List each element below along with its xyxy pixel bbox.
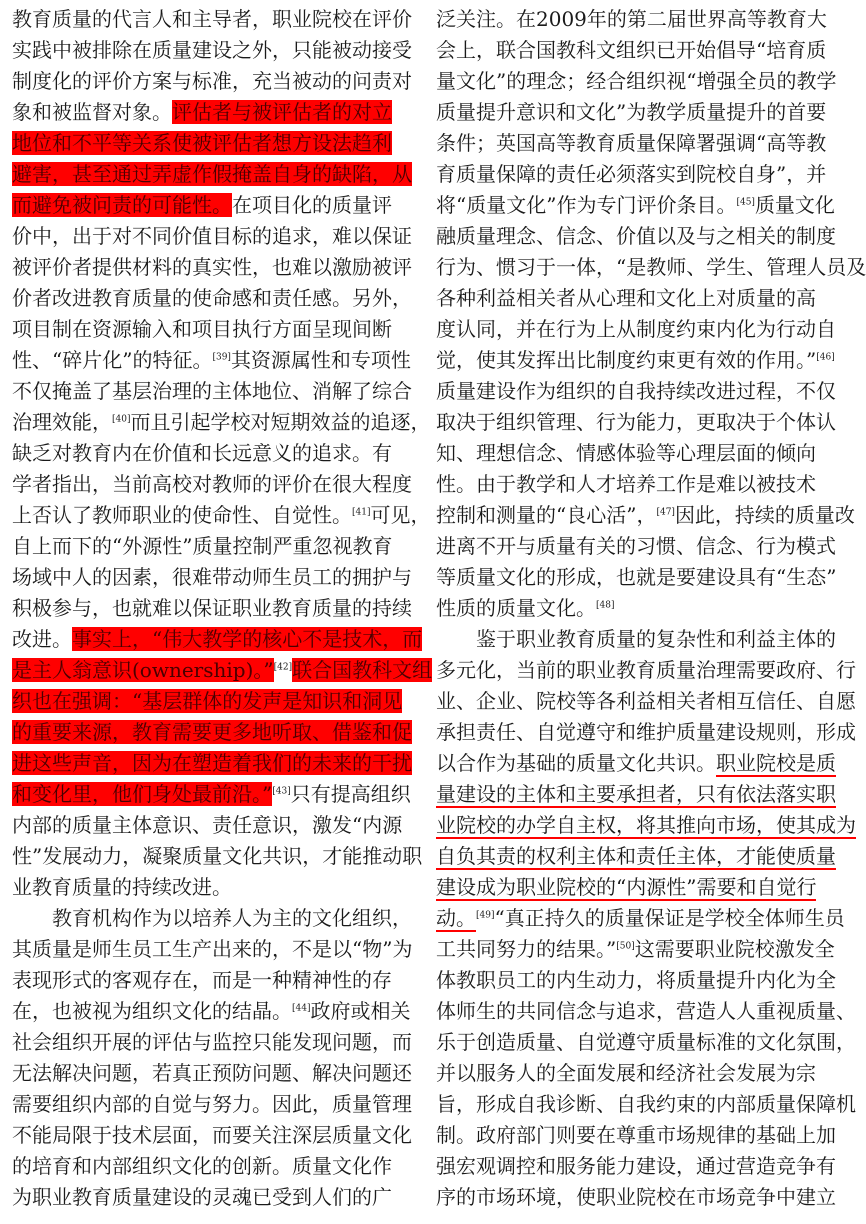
body-text: 并以服务人的全面发展和经济社会发展为宗 [436,1061,816,1085]
text-line [12,221,412,252]
body-text: 体教职员工的内生动力，将质量提升内化为全 [436,968,836,992]
text-line [436,593,836,624]
text-line [436,500,855,531]
body-text: 学者指出，当前高校对教师的评价在很大程度 [12,472,412,496]
highlighted-text: 而避免被问责的可能性。 [12,193,232,217]
body-text: 乐于创造质量、自觉遵守质量标准的文化氛围， [436,1030,856,1054]
body-text: 量文化”的理念；经合组织视“增强全员的教学 [436,69,837,93]
underlined-text: 动。 [436,906,476,930]
text-line [436,159,836,190]
highlighted-text: 是主人翁意识(ownership)。” [12,658,274,682]
citation-ref: [39] [212,352,231,363]
body-text: 旨，形成自我诊断、自我约束的内部质量保障机 [436,1092,856,1116]
text-line [436,1089,856,1120]
body-text: 育质量保障的责任必须落实到院校自身”，并 [436,162,827,186]
text-line [12,35,412,66]
text-line [436,965,836,996]
citation-ref: [48] [596,600,615,611]
text-line [436,66,836,97]
text-line [12,841,423,872]
text-line [12,407,431,438]
body-text: 项目制在资源输入和项目执行方面呈现间断 [12,317,392,341]
body-text: 业教育质量的持续改进。 [12,875,232,899]
body-text: 上否认了教师职业的使命性、自觉性。 [12,503,352,527]
text-line [436,531,836,562]
text-line [12,283,412,314]
body-text: 价中，出于对不同价值目标的追求，难以保证 [12,224,412,248]
citation-ref: [45] [736,197,755,208]
highlighted-text: 联合国教科文组 [292,658,433,682]
text-line [436,717,856,748]
text-line [436,345,836,376]
text-line [436,190,836,221]
text-line [436,376,836,407]
body-text: 改进。 [12,627,72,651]
body-text: 治理效能， [12,410,112,434]
body-text: 被评价者提供材料的真实性，也难以激励被评 [12,255,412,279]
body-text: 价者改进教育质量的使命感和责任感。另外， [12,286,412,310]
text-line [12,190,412,221]
body-text: 其质量是师生员工生产出来的，不是以“物”为 [12,937,413,961]
text-line [436,624,836,655]
body-text: 场域中人的因素，很难带动师生员工的拥护与 [12,565,412,589]
text-line [12,128,412,159]
body-text: “真正持久的质量保证是学校全体师生员 [494,906,845,930]
body-text: 在，也被视为组织文化的结晶。 [12,999,292,1023]
body-text: 而且引起学校对短期效益的追逐， [130,410,431,434]
highlighted-text: 事实上，“伟大教学的核心不是技术，而 [72,627,423,651]
text-line [436,934,836,965]
body-text: 各种利益相关者从心理和文化上对质量的高 [436,286,816,310]
text-line [436,686,856,717]
text-line [436,996,856,1027]
body-text: 质量建设作为组织的自我持续改进过程，不仅 [436,379,836,403]
text-line [436,35,836,66]
body-text: 以合作为基础的质量文化共识。 [436,751,716,775]
left-column [12,4,433,1224]
body-text: 取决于组织管理、行为能力，更取决于个体认 [436,410,836,434]
body-text: 为职业教育质量建设的灵魂已受到人们的广 [12,1185,392,1209]
text-line [12,717,412,748]
underlined-text: 业院校的办学自主权，将其推向市场，使其成为 [436,813,856,837]
text-line [436,469,836,500]
body-text: 性。由于教学和人才培养工作是难以被技术 [436,472,816,496]
body-text: 政府或相关 [310,999,411,1023]
body-text: 觉，使其发挥出比制度约束更有效的作用。” [436,348,817,372]
body-text: 可见， [370,503,431,527]
body-text: 会上，联合国教科文组织已开始倡导“培育质 [436,38,827,62]
body-text: 在项目化的质量评 [232,193,392,217]
text-line [436,562,836,593]
body-text: 不能局限于技术层面，而要关注深层质量文化 [12,1123,412,1147]
text-line [436,97,836,128]
text-line [12,531,412,562]
text-line [436,903,845,934]
underlined-text: 自负其责的权利主体和责任主体，才能使质量 [436,844,836,868]
body-text: 因此，持续的质量改 [674,503,855,527]
text-line [12,593,412,624]
body-text: 教育机构作为以培养人为主的文化组织， [52,906,412,930]
text-line [436,1058,836,1089]
highlighted-text: 地位和不平等关系使被评估者想方设法趋利 [12,131,392,155]
text-line [12,810,412,841]
body-text: 进离不开与质量有关的习惯、信念、行为模式 [436,534,836,558]
body-text: 强宏观调控和服务能力建设，通过营造竞争有 [436,1154,836,1178]
text-line [12,1151,412,1182]
body-text: 将“质量文化”作为专门评价条目。 [436,193,737,217]
citation-ref: [49] [476,910,495,921]
text-line [12,1182,412,1213]
text-line [12,1027,412,1058]
underlined-text: 职业院校是质 [716,751,836,775]
body-text: 需要组织内部的自觉与努力。因此，质量管理 [12,1092,412,1116]
text-line [12,1058,412,1089]
text-line [436,779,836,810]
body-text: 度认同，并在行为上从制度约束内化为行动自 [436,317,836,341]
text-line [436,221,836,252]
text-line [436,407,836,438]
body-text: 实践中被排除在质量建设之外，只能被动接受 [12,38,412,62]
text-line [12,779,412,810]
text-line [12,965,412,996]
body-text: 制度化的评价方案与标准，充当被动的问责对 [12,69,412,93]
text-line [12,66,412,97]
body-text: 象和被监督对象。 [12,100,172,124]
text-line [436,655,856,686]
right-column [436,4,866,1224]
text-line [12,1120,412,1151]
text-line [12,872,412,903]
text-line [12,314,412,345]
text-line [436,841,836,872]
text-line [12,97,412,128]
text-line [436,872,836,903]
highlighted-text: 织也在强调：“基层群体的发声是知识和洞见 [12,689,403,713]
body-text: 不仅掩盖了基层治理的主体地位、消解了综合 [12,379,412,403]
text-line [436,4,836,35]
text-line [12,562,412,593]
body-text: 承担责任、自觉遵守和维护质量建设规则，形成 [436,720,856,744]
body-text: 泛关注。在2009年的第二届世界高等教育大 [436,7,827,31]
citation-ref: [46] [816,352,835,363]
body-text: 融质量理念、信念、价值以及与之相关的制度 [436,224,836,248]
citation-ref: [42] [273,662,293,673]
text-line [12,469,412,500]
body-text: 鉴于职业教育质量的复杂性和利益主体的 [476,627,836,651]
highlighted-text: 和变化里，他们身处最前沿。” [12,782,273,806]
text-line [436,438,836,469]
body-text: 业、企业、院校等各利益相关者相互信任、自愿 [436,689,856,713]
text-line [12,934,412,965]
underlined-text: 建设成为职业院校的“内源性”需要和自觉行 [436,875,817,899]
text-line [12,376,412,407]
body-text: 性质的质量文化。 [436,596,596,620]
text-line [12,159,412,190]
text-line [12,438,412,469]
underlined-text: 量建设的主体和主要承担者，只有依法落实职 [436,782,836,806]
body-text: 序的市场环境，使职业院校在市场竞争中建立 [436,1185,836,1209]
body-text: 体师生的共同信念与追求，营造人人重视质量、 [436,999,856,1023]
body-text: 质量提升意识和文化”为教学质量提升的首要 [436,100,827,124]
text-line [436,252,866,283]
text-line [12,655,433,686]
text-line [12,500,431,531]
text-line [12,903,412,934]
text-line [12,996,412,1027]
text-line [436,1120,836,1151]
citation-ref: [50] [616,941,635,952]
citation-ref: [47] [656,507,675,518]
body-text: 这需要职业院校激发全 [634,937,835,961]
body-text: 工共同努力的结果。” [436,937,617,961]
body-text: 制。政府部门则要在尊重市场规律的基础上加 [436,1123,836,1147]
body-text: 多元化，当前的职业教育质量治理需要政府、行 [436,658,856,682]
text-line [12,345,412,376]
text-line [12,748,412,779]
text-line [12,686,412,717]
text-line [436,128,836,159]
citation-ref: [41] [352,507,371,518]
body-text: 教育质量的代言人和主导者，职业院校在评价 [12,7,412,31]
body-text: 只有提高组织 [290,782,411,806]
text-line [436,748,836,779]
citation-ref: [40] [112,414,131,425]
text-line [436,283,836,314]
text-line [436,314,836,345]
highlighted-text: 避害，甚至通过弄虚作假掩盖自身的缺陷，从 [12,162,412,186]
text-line [12,252,412,283]
highlighted-text: 评估者与被评估者的对立 [172,100,392,124]
body-text: 性、“碎片化”的特征。 [12,348,213,372]
highlighted-text: 进这些声音，因为在塑造着我们的未来的干扰 [12,751,412,775]
body-text: 自上而下的“外源性”质量控制严重忽视教育 [12,534,393,558]
body-text: 的培育和内部组织文化的创新。质量文化作 [12,1154,392,1178]
body-text: 社会组织开展的评估与监控只能发现问题，而 [12,1030,412,1054]
text-line [12,4,412,35]
body-text: 表现形式的客观存在，而是一种精神性的存 [12,968,392,992]
text-line [12,1089,412,1120]
citation-ref: [43] [272,786,291,797]
body-text: 行为、惯习于一体，“是教师、学生、管理人员及 [436,255,866,279]
body-text: 无法解决问题，若真正预防问题、解决问题还 [12,1061,412,1085]
body-text: 条件；英国高等教育质量保障署强调“高等教 [436,131,827,155]
text-line [12,624,423,655]
body-text: 缺乏对教育内在价值和长远意义的追求。有 [12,441,392,465]
text-line [436,810,856,841]
citation-ref: [44] [292,1003,311,1014]
body-text: 知、理想信念、情感体验等心理层面的倾向 [436,441,816,465]
body-text: 控制和测量的“良心活”， [436,503,657,527]
body-text: 等质量文化的形成，也就是要建设具有“生态” [436,565,837,589]
body-text: 内部的质量主体意识、责任意识，激发“内源 [12,813,403,837]
text-line [436,1182,836,1213]
text-line [436,1151,836,1182]
body-text: 其资源属性和专项性 [230,348,411,372]
body-text: 性”发展动力，凝聚质量文化共识，才能推动职 [12,844,423,868]
body-text: 积极参与，也就难以保证职业教育质量的持续 [12,596,412,620]
text-line [436,1027,856,1058]
highlighted-text: 的重要来源，教育需要更多地听取、借鉴和促 [12,720,412,744]
body-text: 质量文化 [754,193,835,217]
